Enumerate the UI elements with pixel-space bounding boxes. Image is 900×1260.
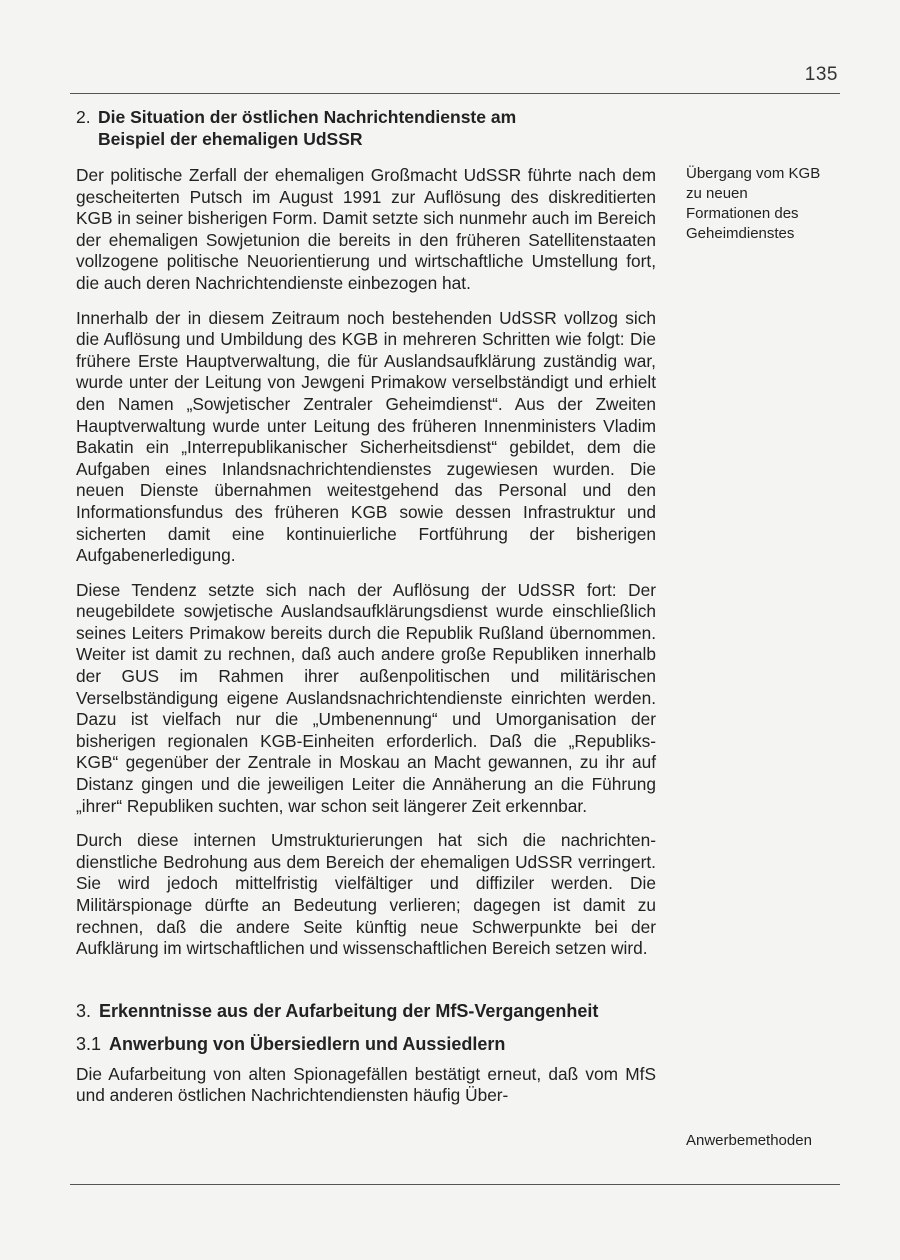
section-2-heading [76,106,656,150]
margin-note-line: Geheimdienstes [686,225,795,242]
paragraph: Durch diese internen Umstrukturierungen hat sich die nachrichtendienstliche Bedrohung aus dem Bereich der ehemaligen UdSSR verringert. Sie wird jedoch mittelfristig vielfältiger und diffiziler werden. Die Militärspionage dürfte an Bedeutung verlieren; dagegen ist damit zu rechnen, daß die andere Seite künftig neue Schwerpunkte bei der Aufklärung im wirtschaftlichen und wissenschaftlichen Bereich setzen wird. [76,830,656,959]
paragraph: Diese Tendenz setzte sich nach der Auflösung der UdSSR fort: Der neugebildete sowjetische Auslandsaufklärungsdienst wurde einschließlich seines Leiters Primakow bereits durch die Republik Rußland übernommen. Weiter ist damit zu rechnen, daß auch andere große Republiken innerhalb der GUS im Rahmen ihrer außenpolitischen und militärischen Verselbständigung eigene Auslandsnachrichtendienste einrichten werden. Dazu ist vielfach nur die „Umbenennung“ und Umorganisation der bisherigen regionalen KGB-Einheiten erforderlich. Daß die „Republiks-KGB“ gegenüber der Zentrale in Moskau an Macht gewannen, zu ihr auf Distanz gingen und die jeweiligen Leiter die Annäherung an die Führung „ihrer“ Republiken suchten, war schon seit längerer Zeit erkennbar. [76,579,656,816]
section-3-title: Erkenntnisse aus der Aufarbeitung der MfS-Vergangenheit [99,1000,599,1021]
margin-note-line: Formationen des [686,205,799,222]
section-2-number: 2. [76,107,91,127]
page-number: 135 [804,64,838,85]
section-3-1-number: 3.1 [76,1033,102,1054]
paragraph: Die Aufarbeitung von alten Spionagefällen bestätigt erneut, daß vom MfS und anderen östlichen Nachrichtendiensten häufig Über- [76,1063,656,1106]
margin-note-line: Übergang vom KGB [686,165,821,182]
margin-note-line: zu neuen [686,185,748,202]
paragraph: Der politische Zerfall der ehemaligen Großmacht UdSSR führte nach dem gescheiterten Putsch im August 1991 zur Auflösung des diskreditierten KGB in seiner bisherigen Form. Damit setzte sich nunmehr auch im Bereich der ehemaligen Sowjetunion die bereits in den früheren Satellitenstaaten vollzogene politische Neuorientierung und wirtschaftliche Umstellung fort, die auch deren Nachrichtendienste einbezogen hat. [76,165,656,293]
section-3-number: 3. [76,1000,92,1021]
section-3-1-heading [76,1032,656,1056]
section-3-heading [76,999,656,1023]
section-2-title: Die Situation der östlichen Nachrichtendienste am Beispiel der ehemaligen UdSSR [98,107,517,149]
margin-note-section-3-1: Anwerbemethoden [686,1132,812,1149]
footer-rule [70,1184,840,1185]
paragraph: Innerhalb der in diesem Zeitraum noch bestehenden UdSSR vollzog sich die Auflösung und Umbildung des KGB in mehreren Schritten wie folgt: Die frühere Erste Hauptverwaltung, die für Auslandsaufklärung zuständig war, wurde unter der Leitung von Jewgeni Primakow verselbständigt und erhielt den Namen „Sowjetischer Zentraler Geheimdienst“. Aus der Zweiten Hauptverwaltung wurde unter Leitung des früheren Innenministers Vladim Bakatin ein „Interrepublikanischer Sicherheitsdienst“ gebildet, dem die Aufgaben eines Inlandsnachrichtendienstes zugewiesen wurden. Die neuen Dienste übernahmen weitestgehend das Personal und den Informationsfundus des früheren KGB sowie dessen Infrastruktur und sicherten damit eine kontinuierliche Fortführung der bisherigen Aufgabenerledigung. [76,307,656,566]
header-rule [70,93,840,94]
margin-note-section-2 [686,164,856,244]
main-text-column [76,106,656,1107]
section-3-1-title: Anwerbung von Übersiedlern und Aussiedlern [109,1033,506,1054]
